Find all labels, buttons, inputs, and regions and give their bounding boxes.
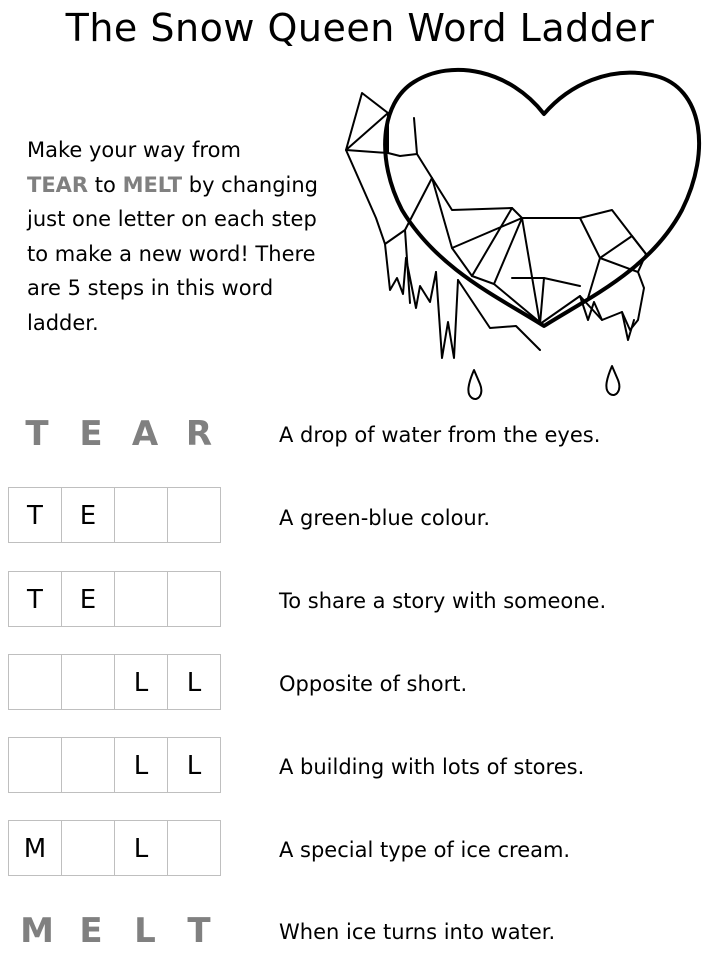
end-word: MELT [122, 172, 183, 197]
step-1-grid [8, 487, 224, 543]
step-5-grid [8, 820, 224, 876]
end-word-row [10, 902, 226, 960]
letter-box[interactable]: L [167, 654, 221, 710]
instructions [27, 133, 327, 340]
start-word-row [10, 405, 226, 463]
letter-box[interactable] [61, 737, 115, 793]
letter-box[interactable]: E [61, 571, 115, 627]
letter-box[interactable] [114, 487, 168, 543]
intro-text-1: Make your way from [27, 138, 241, 162]
intro-text-2: by changing just one letter on each step to make a new word! There are 5 steps in this word ladder. [27, 172, 319, 335]
letter-box[interactable] [61, 654, 115, 710]
step-1-clue: A green-blue colour. [279, 506, 491, 530]
letter-box[interactable] [167, 571, 221, 627]
end-letter: L [134, 911, 156, 951]
intro-to: to [94, 172, 116, 197]
letter-box[interactable]: T [8, 487, 62, 543]
end-letter: E [79, 911, 103, 951]
letter-box[interactable] [61, 820, 115, 876]
letter-box[interactable]: M [8, 820, 62, 876]
melting-ice-heart-icon [340, 58, 710, 408]
start-letter: T [25, 414, 49, 454]
start-word: TEAR [27, 172, 89, 197]
page-title: The Snow Queen Word Ladder [65, 6, 655, 50]
step-4-clue: A building with lots of stores. [279, 755, 585, 779]
start-letter: E [79, 414, 103, 454]
letter-box[interactable] [8, 737, 62, 793]
letter-box[interactable]: L [114, 820, 168, 876]
letter-box[interactable]: E [61, 487, 115, 543]
start-letter: R [185, 414, 213, 454]
start-letter: A [131, 414, 159, 454]
step-2-grid [8, 571, 224, 627]
letter-box[interactable]: T [8, 571, 62, 627]
end-letter: M [20, 911, 54, 951]
step-3-grid [8, 654, 224, 710]
step-2-clue: To share a story with someone. [279, 589, 607, 613]
letter-box[interactable] [167, 820, 221, 876]
letter-box[interactable]: L [114, 654, 168, 710]
letter-box[interactable] [167, 487, 221, 543]
letter-box[interactable]: L [114, 737, 168, 793]
end-letter: T [187, 911, 211, 951]
end-clue: When ice turns into water. [279, 920, 556, 944]
letter-box[interactable] [114, 571, 168, 627]
letter-box[interactable]: L [167, 737, 221, 793]
step-5-clue: A special type of ice cream. [279, 838, 571, 862]
step-4-grid [8, 737, 224, 793]
letter-box[interactable] [8, 654, 62, 710]
step-3-clue: Opposite of short. [279, 672, 468, 696]
start-clue: A drop of water from the eyes. [279, 423, 601, 447]
